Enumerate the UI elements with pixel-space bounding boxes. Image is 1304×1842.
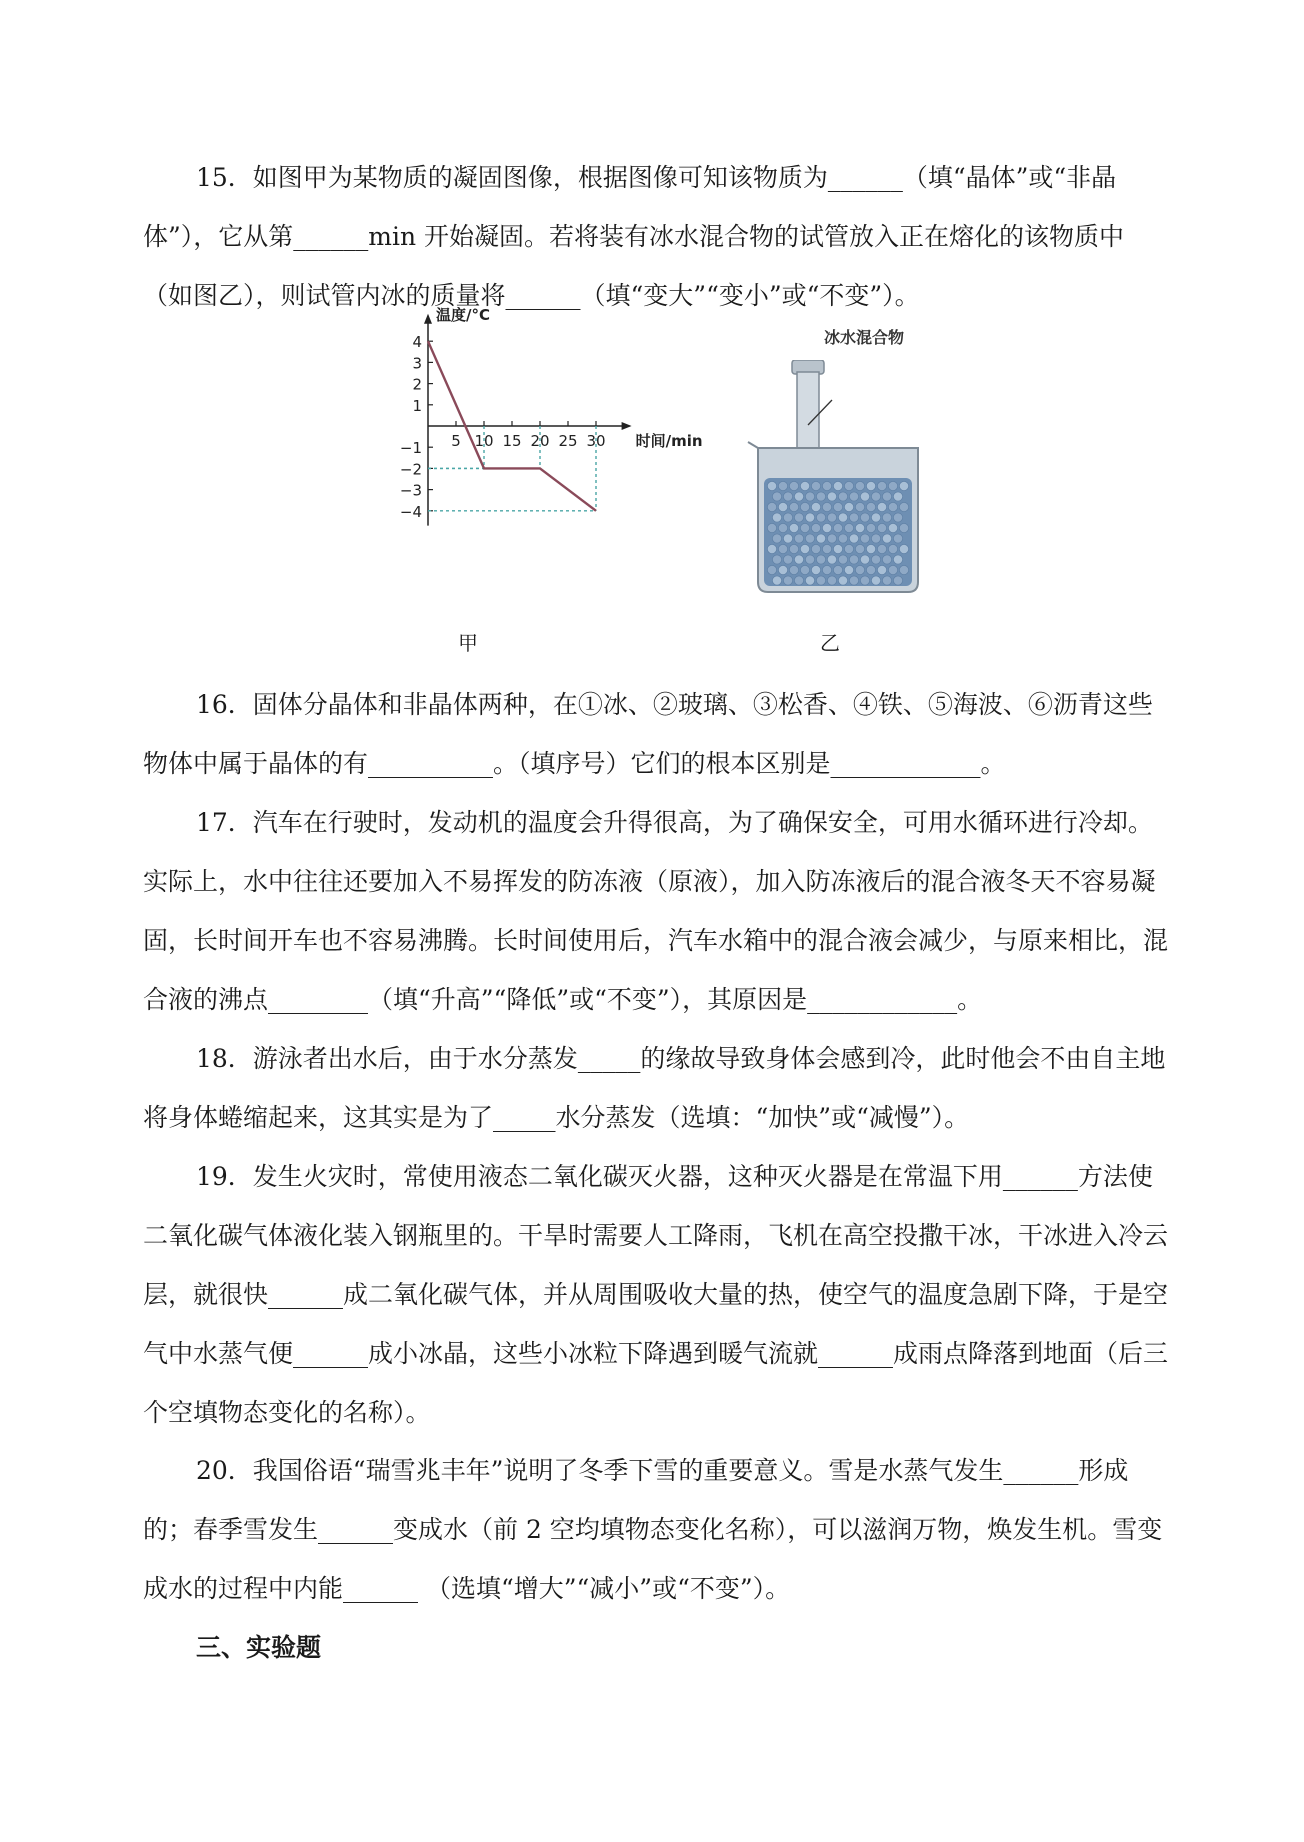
ice-bubble xyxy=(789,565,798,574)
ice-bubble xyxy=(778,565,787,574)
ice-bubble xyxy=(882,534,891,543)
ice-bubble xyxy=(772,534,781,543)
ice-bubble xyxy=(811,544,820,553)
beaker-label: 冰水混合物 xyxy=(824,328,905,347)
ice-bubble xyxy=(838,576,847,585)
question-19: 19．发生火灾时，常使用液态二氧化碳灭火器，这种灭火器是在常温下用______方法使二氧化碳气体液化装入钢瓶里的。干旱时需要人工降雨，飞机在高空投撒干冰，干冰进入冷云层，就很快______成二氧化碳气体，并从周围吸收大量的热，使空气的温度急剧下降，于是空气中水蒸气便______成小冰晶，这些小冰粒下降遇到暖气流就______成雨点降落到地面（后三个空填物态变化的名称）。 xyxy=(143,1162,1169,1427)
ice-bubble xyxy=(893,576,902,585)
ice-bubble xyxy=(767,481,776,490)
x-axis-arrow xyxy=(622,422,632,430)
ice-bubble xyxy=(794,555,803,564)
y-tick-label: −1 xyxy=(399,439,422,458)
ice-bubble xyxy=(860,534,869,543)
ice-bubble xyxy=(772,492,781,501)
y-tick-label: −2 xyxy=(399,460,422,479)
ice-bubble xyxy=(783,513,792,522)
ice-bubble xyxy=(871,576,880,585)
ice-bubble xyxy=(866,544,875,553)
ice-bubble xyxy=(772,513,781,522)
x-tick-label: 25 xyxy=(558,432,578,450)
ice-bubble xyxy=(789,502,798,511)
y-tick-label: −3 xyxy=(399,481,422,500)
ice-bubble xyxy=(805,492,814,501)
ice-bubble xyxy=(893,534,902,543)
ice-bubble xyxy=(849,492,858,501)
ice-bubble xyxy=(860,492,869,501)
ice-bubble xyxy=(816,513,825,522)
x-tick-label: 5 xyxy=(451,432,461,450)
ice-bubble xyxy=(844,481,853,490)
ice-bubble xyxy=(844,565,853,574)
ice-bubble xyxy=(816,492,825,501)
ice-bubble xyxy=(783,492,792,501)
ice-bubble xyxy=(805,555,814,564)
ice-bubble xyxy=(866,502,875,511)
ice-bubble xyxy=(800,565,809,574)
ice-bubble xyxy=(844,544,853,553)
ice-bubble xyxy=(866,481,875,490)
ice-bubble xyxy=(816,576,825,585)
ice-bubble xyxy=(789,523,798,532)
ice-bubble xyxy=(833,481,842,490)
ice-bubble xyxy=(805,534,814,543)
ice-bubble xyxy=(778,502,787,511)
ice-bubble xyxy=(822,565,831,574)
x-axis-label: 时间/min xyxy=(635,432,703,450)
ice-bubble xyxy=(833,523,842,532)
x-tick-label: 20 xyxy=(530,432,550,450)
ice-bubble xyxy=(789,481,798,490)
y-tick-label: 1 xyxy=(412,396,422,415)
y-tick-label: −4 xyxy=(399,502,422,521)
ice-bubble xyxy=(877,523,886,532)
ice-bubble xyxy=(893,492,902,501)
ice-bubble xyxy=(893,513,902,522)
ice-bubble xyxy=(899,565,908,574)
ice-bubble xyxy=(767,502,776,511)
ice-bubble xyxy=(899,523,908,532)
question-15: 15．如图甲为某物质的凝固图像，根据图像可知该物质为______（填“晶体”或“非晶体”），它从第______min 开始凝固。若将装有冰水混合物的试管放入正在熔化的该物质中（如图乙），则试管内冰的质量将______（填“变大”“变小”或“不变”）。 xyxy=(143,163,1125,310)
ice-bubble xyxy=(767,523,776,532)
ice-bubble xyxy=(794,492,803,501)
ice-bubble xyxy=(888,502,897,511)
question-18: 18．游泳者出水后，由于水分蒸发_____的缘故导致身体会感到冷，此时他会不由自主地将身体蜷缩起来，这其实是为了_____水分蒸发（选填：“加快”或“减慢”）。 xyxy=(143,1044,1166,1132)
ice-bubble xyxy=(822,481,831,490)
ice-bubble xyxy=(789,544,798,553)
ice-bubble xyxy=(838,513,847,522)
x-tick-label: 10 xyxy=(474,432,494,450)
ice-bubble xyxy=(800,523,809,532)
ice-bubble xyxy=(882,576,891,585)
ice-bubble xyxy=(882,492,891,501)
ice-bubble xyxy=(811,481,820,490)
ice-bubble xyxy=(805,576,814,585)
ice-bubble xyxy=(794,513,803,522)
ice-bubble xyxy=(827,534,836,543)
ice-bubble xyxy=(827,492,836,501)
question-20: 20．我国俗语“瑞雪兆丰年”说明了冬季下雪的重要意义。雪是水蒸气发生______形成的；春季雪发生______变成水（前 2 空均填物态变化名称），可以滋润万物，焕发生机。雪变成水的过程中内能______ （选填“增大”“减小”或“不变”）。 xyxy=(143,1456,1163,1603)
y-tick-label: 2 xyxy=(412,375,422,394)
ice-bubble xyxy=(827,576,836,585)
ice-bubble xyxy=(888,565,897,574)
ice-bubble xyxy=(871,492,880,501)
ice-bubble xyxy=(772,576,781,585)
caption-yi: 乙 xyxy=(820,631,840,655)
ice-bubble xyxy=(783,576,792,585)
ice-bubble xyxy=(877,481,886,490)
ice-bubble xyxy=(827,513,836,522)
ice-bubble xyxy=(888,523,897,532)
ice-bubble xyxy=(866,523,875,532)
ice-bubble xyxy=(899,481,908,490)
ice-bubble xyxy=(849,513,858,522)
ice-bubble xyxy=(899,502,908,511)
ice-bubble xyxy=(855,565,864,574)
ice-bubble xyxy=(855,481,864,490)
ice-bubble xyxy=(800,544,809,553)
ice-bubble xyxy=(833,565,842,574)
ice-bubble xyxy=(855,544,864,553)
ice-bubble xyxy=(816,534,825,543)
figure-group xyxy=(380,305,940,655)
ice-bubble xyxy=(767,544,776,553)
ice-bubble xyxy=(866,565,875,574)
ice-bubble xyxy=(844,523,853,532)
ice-bubble xyxy=(860,513,869,522)
ice-bubble xyxy=(783,534,792,543)
ice-bubble xyxy=(772,555,781,564)
ice-bubble xyxy=(860,576,869,585)
ice-bubble xyxy=(877,502,886,511)
ice-bubble xyxy=(800,502,809,511)
ice-bubble xyxy=(877,565,886,574)
x-tick-label: 15 xyxy=(502,432,522,450)
ice-bubble xyxy=(822,502,831,511)
ice-bubble xyxy=(849,576,858,585)
ice-bubble xyxy=(871,555,880,564)
ice-bubble xyxy=(860,555,869,564)
ice-bubble xyxy=(767,565,776,574)
ice-bubble xyxy=(811,502,820,511)
ice-bubble xyxy=(783,555,792,564)
caption-jia: 甲 xyxy=(458,631,478,655)
ice-bubble xyxy=(805,513,814,522)
x-tick-label: 30 xyxy=(586,432,606,450)
ice-bubble xyxy=(811,565,820,574)
ice-bubble xyxy=(899,544,908,553)
ice-bubble xyxy=(849,534,858,543)
ice-bubble xyxy=(833,544,842,553)
ice-bubble xyxy=(833,502,842,511)
ice-bubble xyxy=(849,555,858,564)
ice-bubble xyxy=(838,555,847,564)
ice-bubble xyxy=(888,544,897,553)
ice-bubble xyxy=(827,555,836,564)
ice-bubble xyxy=(838,492,847,501)
ice-bubble xyxy=(794,576,803,585)
beaker-illustration xyxy=(740,360,940,600)
ice-bubble xyxy=(871,534,880,543)
section-heading: 三、实验题 xyxy=(196,1633,322,1662)
ice-bubble xyxy=(882,555,891,564)
question-16: 16．固体分晶体和非晶体两种，在①冰、②玻璃、③松香、④铁、⑤海波、⑥沥青这些物体中属于晶体的有__________。（填序号）它们的根本区别是____________。 xyxy=(143,690,1153,778)
ice-bubble xyxy=(822,544,831,553)
ice-bubble xyxy=(778,481,787,490)
ice-bubble xyxy=(888,481,897,490)
y-tick-label: 4 xyxy=(412,333,422,352)
y-tick-label: 3 xyxy=(412,354,422,373)
cooling-curve-chart xyxy=(380,305,703,605)
ice-bubble xyxy=(855,523,864,532)
ice-bubble xyxy=(844,502,853,511)
ice-bubble xyxy=(800,481,809,490)
ice-bubble xyxy=(778,523,787,532)
ice-bubble xyxy=(877,544,886,553)
ice-bubble xyxy=(882,513,891,522)
question-17: 17．汽车在行驶时，发动机的温度会升得很高，为了确保安全，可用水循环进行冷却。实际上，水中往往还要加入不易挥发的防冻液（原液），加入防冻液后的混合液冬天不容易凝固，长时间开车也不容易沸腾。长时间使用后，汽车水箱中的混合液会减少，与原来相比，混合液的沸点________（填“升高”“降低”或“不变”），其原因是____________。 xyxy=(143,808,1169,1014)
ice-bubble xyxy=(855,502,864,511)
y-axis-label: 温度/°C xyxy=(436,305,490,324)
ice-bubble xyxy=(794,534,803,543)
ice-bubble xyxy=(811,523,820,532)
ice-bubble xyxy=(871,513,880,522)
ice-bubble xyxy=(816,555,825,564)
ice-bubble xyxy=(838,534,847,543)
ice-bubble xyxy=(778,544,787,553)
ice-bubble xyxy=(822,523,831,532)
ice-bubble xyxy=(893,555,902,564)
